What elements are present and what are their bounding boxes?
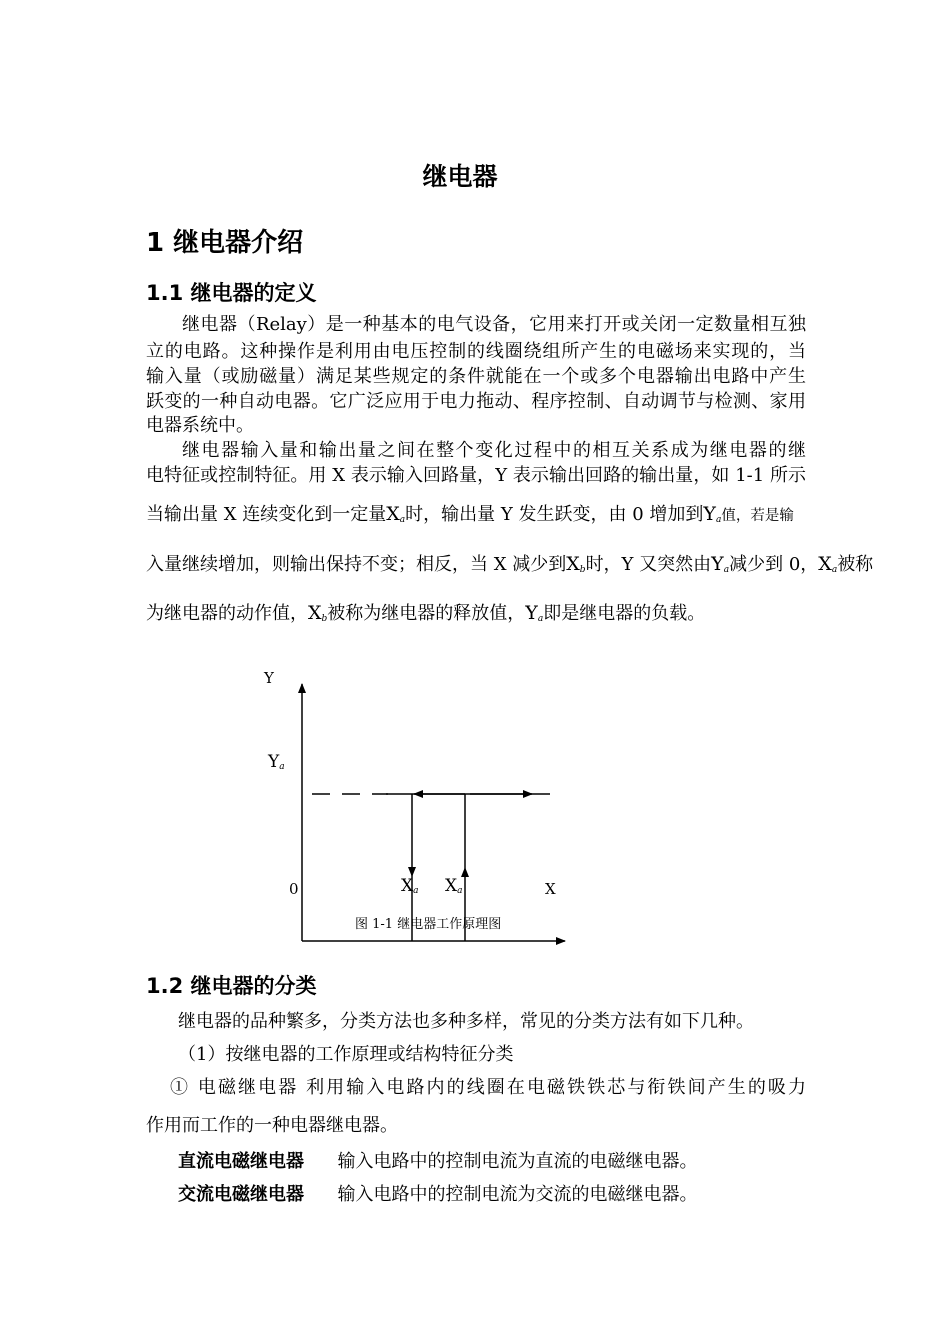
text-run: 被称	[837, 554, 874, 575]
subscript: a	[457, 886, 463, 896]
text-run: 被称为继电器的释放值，	[327, 603, 526, 624]
document-title: 继电器	[422, 162, 498, 191]
paragraph-line	[146, 502, 806, 532]
text-run: 即是继电器的负载。	[543, 603, 706, 624]
xb-label	[445, 874, 462, 903]
symbol: X	[386, 503, 400, 525]
subscript: a	[831, 565, 838, 575]
symbol: Y	[703, 503, 716, 525]
x-axis-label: X	[545, 880, 556, 898]
symbol: X	[401, 876, 414, 896]
text-run: 当输出量 X 连续变化到一定量	[146, 504, 387, 525]
symbol: Y	[525, 602, 538, 624]
symbol: Y	[268, 752, 280, 772]
subscript: a	[279, 762, 285, 772]
item-description: 输入电路中的控制电流为直流的电磁继电器。	[337, 1151, 698, 1172]
text-run: 减少到 0，	[729, 554, 819, 575]
xa-label	[401, 874, 418, 903]
subscript: b	[579, 565, 586, 575]
text-run: 为继电器的动作值，	[146, 603, 308, 624]
list-item	[178, 1150, 697, 1174]
subscript: a	[413, 886, 419, 896]
paragraph-line: 继电器输入量和输出量之间在整个变化过程中的相互关系成为继电器的继	[182, 440, 806, 461]
paragraph-line: 继电器的品种繁多，分类方法也多种多样，常见的分类方法有如下几种。	[178, 1011, 754, 1032]
list-item	[178, 1183, 697, 1207]
paragraph-line: ① 电磁继电器 利用输入电路内的线圈在电磁铁铁芯与衔铁间产生的吸力	[170, 1077, 806, 1098]
paragraph-line: 跃变的一种自动电器。它广泛应用于电力拖动、程序控制、自动调节与检测、家用	[146, 391, 806, 412]
symbol: X	[308, 602, 322, 624]
paragraph-line: （1）按继电器的工作原理或结构特征分类	[178, 1044, 514, 1065]
item-term: 直流电磁继电器	[178, 1151, 304, 1172]
y-axis-label: Y	[264, 669, 274, 687]
text-run: 时，输出量 Y 发生跃变，由 0 增加到	[405, 504, 704, 525]
subscript: b	[321, 614, 328, 624]
paragraph-line: 输入量（或励磁量）满足某些规定的条件就能在一个或多个电器输出电路中产生	[146, 366, 806, 387]
section-heading-1: 1 继电器介绍	[146, 228, 304, 258]
subscript: a	[723, 565, 730, 575]
symbol: Y	[711, 553, 724, 575]
figure-caption: 图 1-1 继电器工作原理图	[355, 917, 502, 932]
ya-label	[268, 750, 285, 779]
section-heading-1-2: 1.2 继电器的分类	[146, 974, 317, 998]
paragraph-line: 电特征或控制特征。用 X 表示输入回路量，Y 表示输出回路的输出量，如 1-1 所示	[146, 465, 806, 486]
text-run: 时，Y 又突然由	[585, 554, 712, 575]
paragraph-line: 电器系统中。	[146, 415, 254, 436]
paragraph-line: 继电器（Relay）是一种基本的电气设备，它用来打开或关闭一定数量相互独	[182, 314, 806, 335]
item-term: 交流电磁继电器	[178, 1184, 304, 1205]
text-run: 入量继续增加，则输出保持不变；相反，当 X 减少到	[146, 554, 567, 575]
symbol: X	[566, 553, 580, 575]
text-run: 值，若是输	[721, 508, 794, 524]
subscript: a	[715, 515, 722, 525]
item-description: 输入电路中的控制电流为交流的电磁继电器。	[337, 1184, 698, 1205]
paragraph-line: 作用而工作的一种电器继电器。	[146, 1115, 398, 1136]
paragraph-line: 立的电路。这种操作是利用由电压控制的线圈绕组所产生的电磁场来实现的，当	[146, 341, 806, 362]
subscript: a	[399, 515, 406, 525]
origin-label: 0	[289, 880, 299, 898]
section-heading-1-1: 1.1 继电器的定义	[146, 281, 317, 305]
paragraph-line	[146, 552, 873, 582]
symbol: X	[445, 876, 458, 896]
paragraph-line	[146, 601, 705, 631]
subscript: a	[537, 614, 544, 624]
symbol: X	[818, 553, 832, 575]
